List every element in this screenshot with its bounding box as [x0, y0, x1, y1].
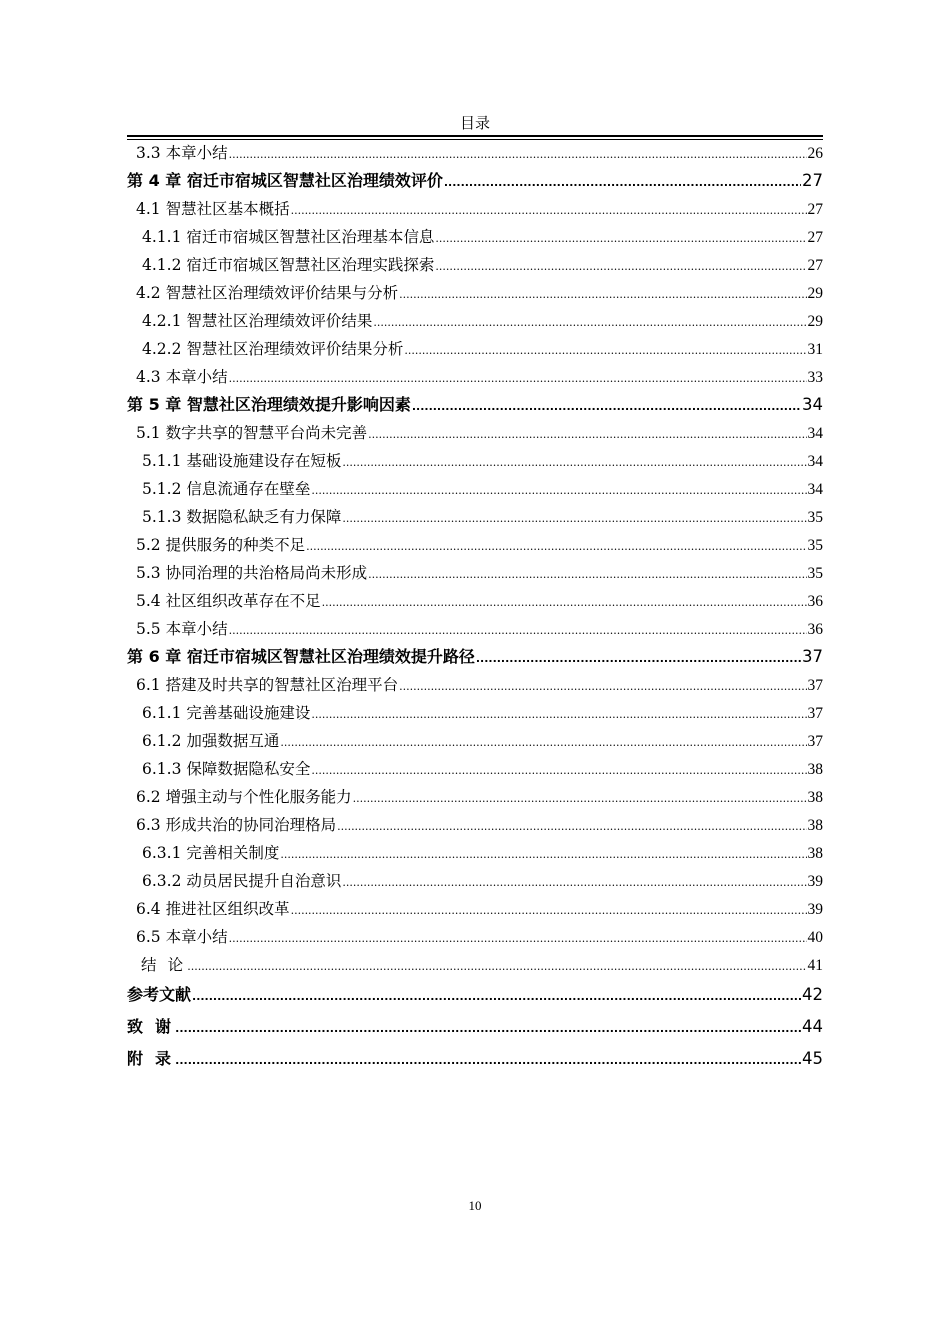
toc-entry-page: 36 — [807, 593, 823, 610]
toc-entry[interactable] — [127, 195, 823, 223]
toc-entry-page: 31 — [807, 341, 823, 358]
toc-entry-page: 27 — [802, 171, 823, 190]
toc-entry[interactable] — [127, 671, 823, 699]
toc-entry[interactable] — [127, 895, 823, 923]
header-rule-thick — [127, 135, 823, 137]
toc-entry-page: 37 — [802, 647, 823, 666]
toc-entry-page: 35 — [807, 509, 823, 526]
toc-entry-label: 5.4 社区组织改革存在不足 — [136, 592, 321, 610]
toc-dot-leader — [280, 729, 806, 755]
toc-entry-page: 38 — [807, 761, 823, 778]
toc-entry-page: 37 — [807, 677, 823, 694]
toc-entry[interactable] — [127, 951, 823, 979]
toc-dot-leader — [435, 253, 806, 279]
toc-dot-leader — [476, 645, 801, 671]
toc-entry-page: 37 — [807, 733, 823, 750]
toc-entry-page: 27 — [807, 229, 823, 246]
toc-entry[interactable] — [127, 279, 823, 307]
toc-entry[interactable] — [127, 699, 823, 727]
toc-entry[interactable] — [127, 783, 823, 811]
toc-entry-page: 38 — [807, 789, 823, 806]
toc-dot-leader — [229, 365, 807, 391]
toc-entry-label: 4.2.1 智慧社区治理绩效评价结果 — [142, 312, 373, 330]
page-header-title: 目录 — [459, 114, 490, 132]
toc-dot-leader — [412, 393, 801, 419]
toc-entry-page: 40 — [807, 929, 823, 946]
toc-entry-label: 5.3 协同治理的共治格局尚未形成 — [136, 564, 368, 582]
toc-entry-label: 6.2 增强主动与个性化服务能力 — [136, 788, 352, 806]
toc-entry[interactable] — [127, 811, 823, 839]
toc-entry-label: 致 谢 — [127, 1017, 175, 1036]
toc-dot-leader — [322, 589, 807, 615]
toc-dot-leader — [175, 1045, 801, 1075]
toc-dot-leader — [311, 477, 806, 503]
toc-entry[interactable] — [127, 559, 823, 587]
toc-dot-leader — [342, 505, 806, 531]
table-of-contents — [127, 139, 823, 1075]
toc-entry-label: 4.1.1 宿迁市宿城区智慧社区治理基本信息 — [142, 228, 435, 246]
toc-entry[interactable] — [127, 335, 823, 363]
toc-entry[interactable] — [127, 1043, 823, 1075]
toc-entry[interactable] — [127, 447, 823, 475]
toc-dot-leader — [306, 533, 806, 559]
toc-entry[interactable] — [127, 419, 823, 447]
toc-dot-leader — [291, 197, 807, 223]
toc-dot-leader — [368, 561, 806, 587]
toc-entry-page: 44 — [802, 1017, 823, 1036]
toc-entry-label: 6.3 形成共治的协同治理格局 — [136, 816, 337, 834]
toc-dot-leader — [291, 897, 807, 923]
toc-entry-page: 34 — [802, 395, 823, 414]
toc-entry-label: 6.3.2 动员居民提升自治意识 — [142, 872, 342, 890]
toc-entry-label: 5.1 数字共享的智慧平台尚未完善 — [136, 424, 368, 442]
toc-entry-label: 6.1 搭建及时共享的智慧社区治理平台 — [136, 676, 399, 694]
toc-entry[interactable] — [127, 615, 823, 643]
toc-entry-label: 第 6 章 宿迁市宿城区智慧社区治理绩效提升路径 — [127, 647, 475, 666]
toc-entry[interactable] — [127, 139, 823, 167]
toc-entry-label: 6.1.1 完善基础设施建设 — [142, 704, 311, 722]
toc-entry-label: 5.1.1 基础设施建设存在短板 — [142, 452, 342, 470]
toc-entry[interactable] — [127, 1011, 823, 1043]
toc-entry[interactable] — [127, 587, 823, 615]
toc-entry-label: 6.1.2 加强数据互通 — [142, 732, 280, 750]
toc-dot-leader — [192, 981, 801, 1011]
toc-entry-label: 第 5 章 智慧社区治理绩效提升影响因素 — [127, 395, 411, 414]
toc-entry-page: 36 — [807, 621, 823, 638]
toc-dot-leader — [311, 757, 806, 783]
toc-entry[interactable] — [127, 223, 823, 251]
toc-dot-leader — [353, 785, 807, 811]
toc-entry-page: 39 — [807, 873, 823, 890]
toc-entry-page: 34 — [807, 481, 823, 498]
toc-dot-leader — [229, 925, 807, 951]
toc-entry-label: 4.1.2 宿迁市宿城区智慧社区治理实践探索 — [142, 256, 435, 274]
toc-entry-label: 第 4 章 宿迁市宿城区智慧社区治理绩效评价 — [127, 171, 443, 190]
toc-dot-leader — [187, 953, 806, 979]
toc-entry-page: 27 — [807, 201, 823, 218]
toc-entry-page: 26 — [807, 145, 823, 162]
toc-dot-leader — [368, 421, 806, 447]
toc-entry-page: 35 — [807, 565, 823, 582]
toc-entry[interactable] — [127, 307, 823, 335]
toc-entry-label: 5.2 提供服务的种类不足 — [136, 536, 306, 554]
toc-entry[interactable] — [127, 167, 823, 195]
toc-dot-leader — [399, 673, 806, 699]
toc-entry-page: 38 — [807, 817, 823, 834]
toc-entry-label: 3.3 本章小结 — [136, 144, 228, 162]
toc-dot-leader — [342, 449, 806, 475]
toc-entry-page: 45 — [802, 1049, 823, 1068]
toc-dot-leader — [342, 869, 806, 895]
toc-entry-label: 4.2.2 智慧社区治理绩效评价结果分析 — [142, 340, 404, 358]
toc-entry-page: 35 — [807, 537, 823, 554]
toc-entry-page: 41 — [807, 957, 823, 974]
toc-entry-page: 29 — [807, 313, 823, 330]
toc-dot-leader — [373, 309, 806, 335]
toc-dot-leader — [435, 225, 806, 251]
toc-entry-label: 6.1.3 保障数据隐私安全 — [142, 760, 311, 778]
toc-entry[interactable] — [127, 867, 823, 895]
toc-entry-page: 27 — [807, 257, 823, 274]
page-number: 10 — [468, 1198, 482, 1213]
toc-entry-label: 5.1.2 信息流通存在壁垒 — [142, 480, 311, 498]
toc-dot-leader — [399, 281, 806, 307]
toc-entry-label: 附 录 — [127, 1049, 175, 1068]
toc-entry-page: 33 — [807, 369, 823, 386]
toc-dot-leader — [280, 841, 806, 867]
toc-dot-leader — [311, 701, 806, 727]
toc-dot-leader — [229, 141, 807, 167]
toc-entry-label: 5.1.3 数据隐私缺乏有力保障 — [142, 508, 342, 526]
toc-entry[interactable] — [127, 363, 823, 391]
toc-entry-page: 42 — [802, 985, 823, 1004]
toc-entry[interactable] — [127, 755, 823, 783]
toc-entry-page: 38 — [807, 845, 823, 862]
toc-entry[interactable] — [127, 251, 823, 279]
toc-entry-page: 34 — [807, 425, 823, 442]
toc-entry-label: 6.3.1 完善相关制度 — [142, 844, 280, 862]
toc-dot-leader — [175, 1013, 801, 1043]
toc-entry-label: 4.1 智慧社区基本概括 — [136, 200, 290, 218]
toc-entry-page: 29 — [807, 285, 823, 302]
toc-entry[interactable] — [127, 727, 823, 755]
toc-entry-label: 参考文献 — [127, 985, 192, 1004]
toc-entry[interactable] — [127, 979, 823, 1011]
toc-entry[interactable] — [127, 923, 823, 951]
toc-entry[interactable] — [127, 643, 823, 671]
toc-entry-page: 34 — [807, 453, 823, 470]
toc-entry-label: 结 论 — [141, 956, 187, 974]
toc-entry-label: 6.5 本章小结 — [136, 928, 228, 946]
toc-entry-label: 4.3 本章小结 — [136, 368, 228, 386]
toc-entry[interactable] — [127, 475, 823, 503]
toc-dot-leader — [337, 813, 806, 839]
toc-entry[interactable] — [127, 839, 823, 867]
toc-entry[interactable] — [127, 531, 823, 559]
toc-entry[interactable] — [127, 391, 823, 419]
toc-entry-label: 4.2 智慧社区治理绩效评价结果与分析 — [136, 284, 399, 302]
toc-entry-label: 6.4 推进社区组织改革 — [136, 900, 290, 918]
toc-entry-page: 39 — [807, 901, 823, 918]
toc-dot-leader — [229, 617, 807, 643]
toc-entry-label: 5.5 本章小结 — [136, 620, 228, 638]
toc-dot-leader — [404, 337, 806, 363]
toc-dot-leader — [444, 169, 801, 195]
toc-entry-page: 37 — [807, 705, 823, 722]
toc-entry[interactable] — [127, 503, 823, 531]
